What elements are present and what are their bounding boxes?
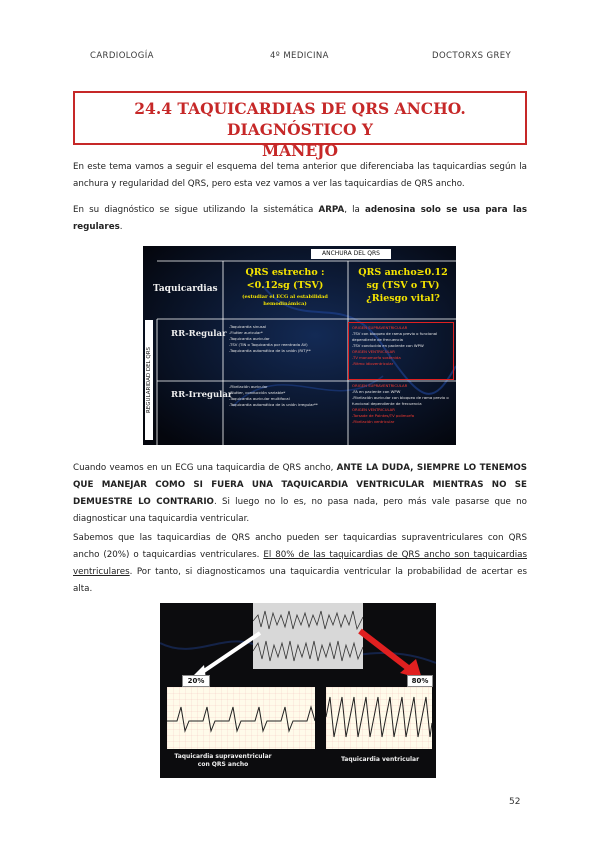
text: Sabemos que las taquicardias de QRS ancho pueden ser taquicardias supraventriculares con QRS ancho (20%) o taquicardias ventriculares. [73, 533, 527, 560]
header-subject: CARDIOLOGÍA [90, 51, 154, 61]
text-bold: ARPA [318, 205, 345, 215]
regular-wide-list [352, 325, 452, 367]
list-item: -Fibrilación auricular [229, 384, 268, 389]
vt-percentage: 80% [407, 675, 433, 687]
text-underlined: El 80% de las taquicardias de QRS ancho son taquicardias ventriculares [73, 550, 527, 577]
irregular-wide-list [352, 383, 452, 425]
header-course: 4º MEDICINA [270, 51, 329, 61]
narrow-qrs-title: QRS estrecho :<0.12sg (TSV) [245, 267, 325, 291]
rr-regular-label: RR-Regular [171, 329, 227, 339]
page-header [0, 51, 600, 65]
narrow-qrs-column [225, 266, 345, 308]
text: , la [344, 205, 365, 215]
list-item: -TSV (TIN o Taquicardia por reentrada AV) [229, 342, 308, 347]
text-bold: adenosina solo se usa para las regulares [73, 205, 527, 232]
vt-ecg [326, 687, 432, 749]
classification-slide [143, 246, 456, 445]
rr-irregular-label: RR-Irregular [171, 390, 233, 400]
list-item: -TSV conducida en paciente con WPW [352, 343, 424, 348]
section-title [75, 93, 525, 161]
list-item: -Taquicardia auricular multifocal [229, 396, 290, 401]
list-heading: ORIGEN SUPRAVENTRICULAR [352, 383, 408, 388]
paragraph-management [73, 460, 527, 528]
wide-qrs-title: QRS ancho≥0.12 sg (TSV o TV) ¿Riesgo vital? [358, 267, 448, 304]
list-item: -Flutter auricular* [229, 330, 263, 335]
text: Cuando veamos en un ECG una taquicardia de QRS ancho, [73, 463, 337, 473]
list-item: -Taquicardia auricular [229, 336, 270, 341]
paragraph-intro: En este tema vamos a seguir el esquema del tema anterior que diferenciaba las taquicardias según la anchura y regularidad del QRS, pero esta vez vamos a ver las taquicardias de QRS ancho. [73, 162, 527, 189]
ecg-comparison-slide [160, 603, 436, 778]
list-item: -Taquicardia automática de la unión (RIT)** [229, 348, 311, 353]
section-title-box [73, 91, 527, 160]
section-title-line2: MANEJO [261, 141, 338, 160]
qrs-regularity-axis [144, 321, 154, 441]
text: . [119, 222, 123, 232]
text: . Si luego no lo es, no pasa nada, pero más vale pasarse que no diagnosticar una taquicardia ventricular. [73, 497, 527, 524]
list-item: -Ritmo idioventricular [352, 361, 394, 366]
section-title-line1: 24.4 TAQUICARDIAS DE QRS ANCHO. DIAGNÓSTICO Y [134, 99, 466, 139]
vt-ecg-trace [326, 687, 432, 749]
list-heading: ORIGEN VENTRICULAR [352, 407, 395, 412]
irregular-narrow-list [229, 384, 347, 408]
text: En su diagnóstico se sigue utilizando la sistemática [73, 205, 319, 215]
qrs-width-label: ANCHURA DEL QRS [311, 249, 391, 259]
list-item: -TSV con bloqueo de rama previo o funcional dependiente de frecuencia [352, 331, 438, 342]
svt-ecg [167, 687, 315, 749]
vt-caption: Taquicardia ventricular [340, 756, 420, 763]
list-heading: ORIGEN SUPRAVENTRICULAR [352, 325, 408, 330]
list-item: -Fibrilación auricular con bloqueo de rama previo o funcional dependiente de frecuencia [352, 395, 449, 406]
paragraph-probability [73, 530, 527, 598]
list-item: -Taquicardia sinusal [229, 324, 267, 329]
svt-caption: Taquicardia supraventricular con QRS ancho [174, 753, 272, 768]
list-item: -TV monomorfa sostenida [352, 355, 401, 360]
list-item: -Taquicardia automática de la unión irregular** [229, 402, 318, 407]
list-item: -FA en paciente con WPW [352, 389, 401, 394]
text-bold: ANTE LA DUDA, SIEMPRE LO TENEMOS QUE MANEJAR COMO SI FUERA UNA TAQUICARDIA VENTRICULAR MIENTRAS NO SE DEMUESTRE LO CONTRARIO [73, 463, 527, 507]
row-header: Taquicardias [153, 284, 218, 294]
header-author: DOCTORXS GREY [432, 51, 512, 61]
narrow-qrs-subtitle: (estudiar el ECG al estabilidad hemodinámica) [242, 294, 328, 307]
list-heading: ORIGEN VENTRICULAR [352, 349, 395, 354]
list-item: -Flutter, conducción variable* [229, 390, 286, 395]
page-number: 52 [509, 797, 521, 807]
regular-narrow-list [229, 324, 347, 354]
paragraph-diagnosis [73, 202, 527, 236]
svt-ecg-trace [167, 687, 315, 749]
list-item: -Torsade de Pointes/TV polimorfa [352, 413, 415, 418]
svt-percentage: 20% [182, 675, 210, 687]
qrs-regularity-label: REGULARIDAD DEL QRS [145, 320, 153, 440]
list-item: -Fibrilación ventricular [352, 419, 395, 424]
text: . Por tanto, si diagnosticamos una taquicardia ventricular la probabilidad de acertar es alta. [73, 567, 527, 594]
